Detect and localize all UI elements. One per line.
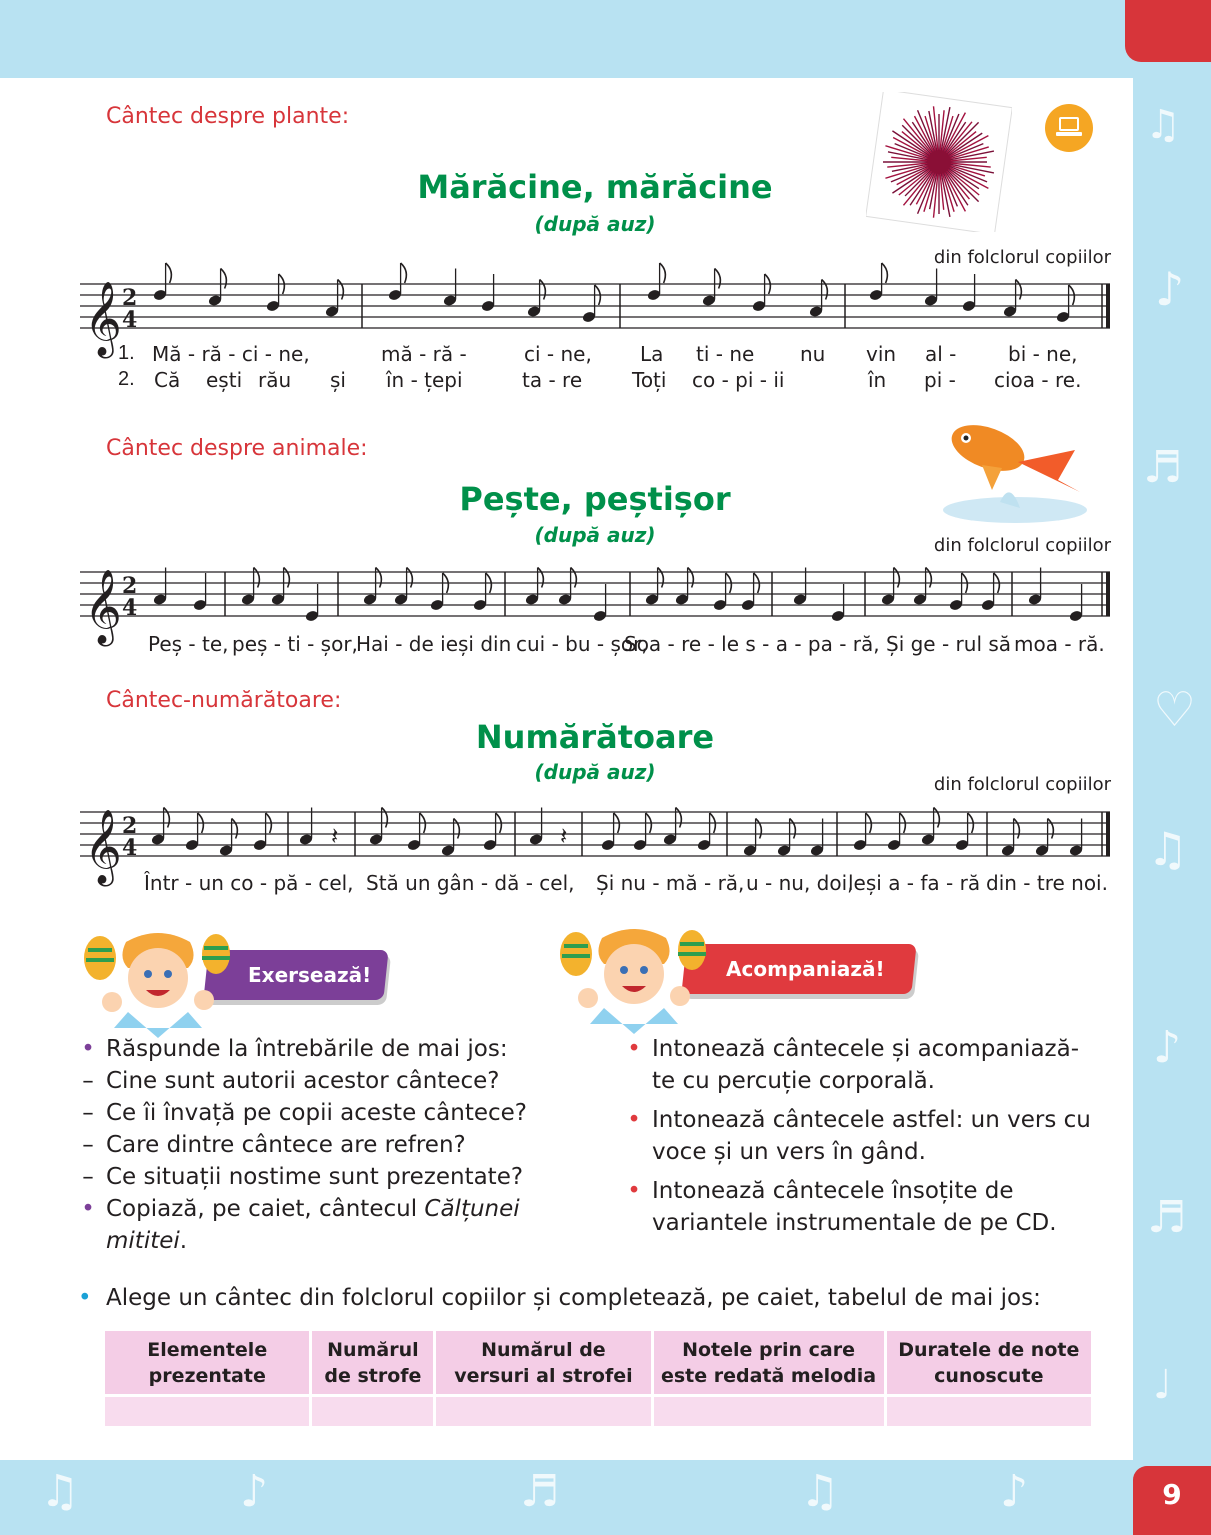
music-note-icon: ♪ xyxy=(1153,1022,1182,1073)
note-flag xyxy=(822,280,828,300)
right-decor-band xyxy=(1133,62,1211,1462)
rest-icon: 𝄽 xyxy=(331,822,339,850)
note-flag xyxy=(882,263,888,283)
lyric-syllables: Stă un gân - dă - cel, xyxy=(366,871,575,895)
lyric-syllables: leși a - fa - ră xyxy=(848,871,981,895)
lyric-syllables: La xyxy=(640,342,664,366)
music-note-icon: ♪ xyxy=(240,1466,269,1517)
laptop-icon xyxy=(1045,104,1093,152)
lyric-syllables: ta - re xyxy=(522,368,583,392)
note-flag xyxy=(382,808,388,828)
music-note-icon: ♫ xyxy=(1145,102,1181,148)
note-flag xyxy=(1016,280,1022,300)
table-header: Elementele prezentate xyxy=(104,1330,311,1396)
table-cell[interactable] xyxy=(652,1396,885,1428)
note-flag xyxy=(715,269,721,289)
time-signature-bottom: 4 xyxy=(122,835,138,861)
note-flag xyxy=(894,568,900,588)
bullet-icon: • xyxy=(81,1196,95,1222)
lyric-syllables: cioa - re. xyxy=(994,368,1082,392)
lyric-syllables: ti - ne xyxy=(696,342,755,366)
exercise-item: • Răspunde la întrebările de mai jos: xyxy=(76,1033,536,1065)
note-flag xyxy=(688,568,694,588)
note-flag xyxy=(934,808,940,828)
song2-subtitle: (după auz) xyxy=(534,523,656,547)
song2-credit: din folclorul copiilor xyxy=(933,535,1111,556)
lyric-syllables: în xyxy=(868,368,887,392)
accompany-list xyxy=(622,1033,1102,1239)
note-flag xyxy=(284,568,290,588)
exercise-item: – Cine sunt autorii acestor cântece? xyxy=(76,1065,536,1097)
note-flag xyxy=(401,263,407,283)
note-flag xyxy=(232,819,238,839)
lyric-syllables: ci - ne, xyxy=(524,342,592,366)
lyric-syllables: Și nu - mă - ră, xyxy=(596,871,745,895)
note-flag xyxy=(658,568,664,588)
song3-title: Numărătoare xyxy=(475,718,715,756)
note-flag xyxy=(164,808,170,828)
song2-title: Pește, peștișor xyxy=(459,480,731,518)
boy-with-maracas-illustration xyxy=(78,928,248,1038)
time-signature-bottom: 4 xyxy=(122,307,138,333)
lyric-syllables: vin xyxy=(866,342,897,366)
note-flag xyxy=(407,568,413,588)
table-cell[interactable] xyxy=(104,1396,311,1428)
music-note-icon: ♪ xyxy=(1000,1466,1029,1517)
lyric-syllables: Și ge - rul să xyxy=(886,632,1012,656)
bottom-decor-band xyxy=(0,1460,1211,1535)
accompany-item: • Intonează cântecele și acompaniază-te cu percuție corporală. xyxy=(622,1033,1102,1097)
corner-tab xyxy=(1125,0,1211,62)
rest-icon: 𝄽 xyxy=(560,822,568,850)
table-header: Numărul de strofe xyxy=(311,1330,435,1396)
song1-subtitle: (după auz) xyxy=(534,212,656,236)
table-cell[interactable] xyxy=(311,1396,435,1428)
bullet-icon: • xyxy=(627,1036,641,1062)
music-note-icon: ♫ xyxy=(1147,822,1189,876)
song1-title: Mărăcine, mărăcine xyxy=(417,168,773,206)
song1-verse1-number: 1. xyxy=(118,342,135,364)
accompany-item: • Intonează cântecele însoțite de variantele instrumentale de pe CD. xyxy=(622,1175,1102,1239)
accompany-item: • Intonează cântecele astfel: un vers cu voce și un vers în gând. xyxy=(622,1104,1102,1168)
bullet-icon: • xyxy=(78,1285,92,1311)
note-flag xyxy=(1048,819,1054,839)
lyric-syllables: Într - un co - pă - cel, xyxy=(144,871,354,895)
song2-category: Cântec despre animale: xyxy=(106,436,368,461)
lyric-syllables: nu xyxy=(800,342,826,366)
song1-verse2-number: 2. xyxy=(118,368,135,390)
exercise-item: – Ce situații nostime sunt prezentate? xyxy=(76,1161,536,1193)
note-flag xyxy=(538,568,544,588)
exerseaza-label: Exersează! xyxy=(248,963,372,987)
song1-credit: din folclorul copiilor xyxy=(933,247,1111,268)
lyric-syllables: din - tre noi. xyxy=(986,871,1108,895)
cd-icon[interactable] xyxy=(1045,104,1093,152)
exercise-list xyxy=(76,1033,536,1257)
guitar-icon: ♬ xyxy=(1143,442,1183,493)
table-header: Notele prin care este redată melodia xyxy=(652,1330,885,1396)
boy-with-maracas-illustration xyxy=(554,924,724,1034)
song1-category: Cântec despre plante: xyxy=(106,104,350,129)
bullet-icon: • xyxy=(627,1107,641,1133)
treble-clef-icon: 𝄞 xyxy=(84,282,122,356)
note-flag xyxy=(660,263,666,283)
time-signature-top: 2 xyxy=(122,285,138,311)
note-flag xyxy=(756,819,762,839)
lyric-syllables: peș - ti - șor, xyxy=(232,632,358,656)
music-note-icon: ♬ xyxy=(520,1466,560,1517)
dash-icon: – xyxy=(82,1068,94,1094)
lyric-syllables: Peș - te, xyxy=(148,632,229,656)
lyric-syllables: al - xyxy=(925,342,957,366)
lyric-syllables: Soa - re - le s - a - pa - ră, xyxy=(624,632,880,656)
task-instruction: • Alege un cântec din folclorul copiilor și completează, pe caiet, tabelul de mai jos: xyxy=(78,1285,1041,1311)
lyric-syllables: Toți xyxy=(632,368,667,392)
exercise-item: – Ce îi învață pe copii aceste cântece? xyxy=(76,1097,536,1129)
note-flag xyxy=(571,568,577,588)
dash-icon: – xyxy=(82,1164,94,1190)
music-note-icon: ♪ xyxy=(1155,262,1185,316)
lyric-syllables: co - pi - ii xyxy=(692,368,785,392)
time-signature-top: 2 xyxy=(122,813,138,839)
microphone-icon: ♩ xyxy=(1153,1362,1172,1408)
lyric-syllables: u - nu, doi, xyxy=(746,871,854,895)
song3-subtitle: (după auz) xyxy=(534,760,656,784)
note-flag xyxy=(540,280,546,300)
note-flag xyxy=(221,269,227,289)
music-note-icon: ♫ xyxy=(40,1466,80,1517)
lyric-syllables: bi - ne, xyxy=(1008,342,1078,366)
lyric-syllables: și xyxy=(330,368,346,392)
lyric-syllables: mă - ră - xyxy=(381,342,467,366)
exercise-item: • Copiază, pe caiet, cântecul Călțunei mititei. xyxy=(76,1193,536,1257)
time-signature-top: 2 xyxy=(122,573,138,599)
lyric-syllables: pi - xyxy=(924,368,956,392)
lyric-syllables: Hai - de ieși din xyxy=(356,632,512,656)
time-signature-bottom: 4 xyxy=(122,595,138,621)
song3-credit: din folclorul copiilor xyxy=(933,774,1111,795)
lyric-syllables: în - țepi xyxy=(386,368,463,392)
treble-clef-icon: 𝄞 xyxy=(84,810,122,884)
thistle-picture xyxy=(866,92,1012,232)
treble-clef-icon: 𝄞 xyxy=(84,570,122,644)
note-flag xyxy=(454,819,460,839)
note-flag xyxy=(1014,819,1020,839)
note-flag xyxy=(376,568,382,588)
note-flag xyxy=(926,568,932,588)
table-header: Numărul de versuri al strofei xyxy=(435,1330,652,1396)
table-cell[interactable] xyxy=(885,1396,1092,1428)
song3-category: Cântec-numărătoare: xyxy=(106,688,342,713)
note-flag xyxy=(166,263,172,283)
lyric-syllables: ești xyxy=(206,368,243,392)
worksheet-table xyxy=(102,1328,1094,1429)
dash-icon: – xyxy=(82,1132,94,1158)
lyric-syllables: Mă - ră - ci - ne, xyxy=(152,342,310,366)
music-note-icon: ♫ xyxy=(800,1466,840,1517)
lyric-syllables: rău xyxy=(258,368,292,392)
note-flag xyxy=(254,568,260,588)
note-flag xyxy=(676,808,682,828)
heart-icon: ♡ xyxy=(1153,682,1197,738)
acompaniaza-label: Acompaniază! xyxy=(726,957,885,981)
lyric-syllables: cui - bu - șor, xyxy=(516,632,648,656)
bullet-icon: • xyxy=(81,1036,95,1062)
table-cell[interactable] xyxy=(435,1396,652,1428)
exercise-item: – Care dintre cântece are refren? xyxy=(76,1129,536,1161)
page-number: 9 xyxy=(1162,1478,1182,1511)
music-note-icon: ♬ xyxy=(1147,1192,1187,1243)
note-flag xyxy=(338,280,344,300)
lyric-syllables: Că xyxy=(154,368,181,392)
dash-icon: – xyxy=(82,1100,94,1126)
lyric-syllables: moa - ră. xyxy=(1014,632,1105,656)
note-flag xyxy=(790,819,796,839)
top-band xyxy=(0,0,1211,78)
table-header: Duratele de note cunoscute xyxy=(885,1330,1092,1396)
bullet-icon: • xyxy=(627,1178,641,1204)
